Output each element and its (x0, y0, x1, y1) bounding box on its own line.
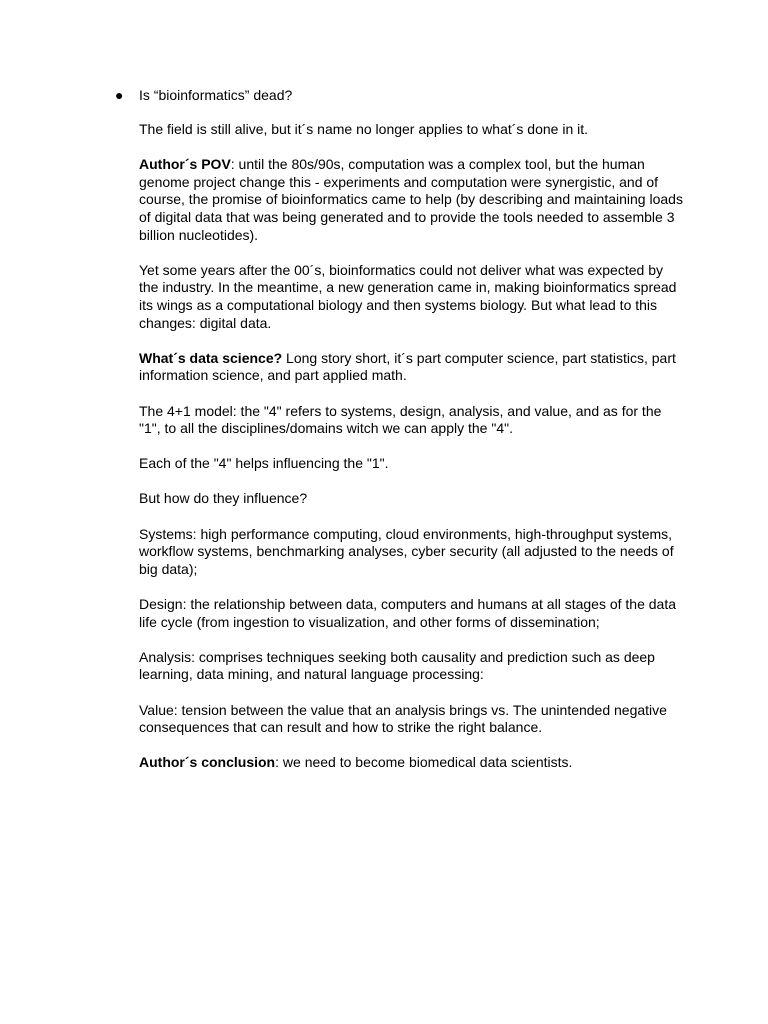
paragraph-data-science (139, 350, 684, 385)
paragraph-authors-conclusion (139, 754, 684, 772)
paragraph-authors-pov (139, 156, 684, 244)
data-science-text: Long story short, it´s part computer science, part statistics, part information science, and part applied math. (139, 349, 676, 384)
paragraph-systems: Systems: high performance computing, cloud environments, high-throughput systems, workflow systems, benchmarking analyses, cyber security (all adjusted to the needs of big data); (139, 525, 674, 577)
paragraph-value: Value: tension between the value that an analysis brings vs. The unintended negative consequences that can result and how to strike the right balance. (139, 701, 667, 736)
paragraph-4plus1-model: The 4+1 model: the "4" refers to systems, design, analysis, and value, and as for the "1", to all the disciplines/domains witch we can apply the "4". (139, 402, 662, 437)
question-text: Is “bioinformatics” dead? (139, 87, 293, 103)
bullet-question (115, 86, 292, 104)
body-text (139, 121, 684, 790)
authors-pov-text: : until the 80s/90s, computation was a complex tool, but the human genome project change this - experiments and computation were synergistic, and of course, the promise of bioinformatics came to help (by describing and maintaining loads of digital data that was being generated and to provide the tools needed to assemble 3 billion nucleotides). (139, 156, 683, 243)
paragraph-each-of-4: Each of the "4" helps influencing the "1". (139, 455, 389, 472)
data-science-label: What´s data science? (139, 349, 283, 366)
authors-conclusion-text: : we need to become biomedical data scientists. (275, 754, 573, 771)
paragraph-design: Design: the relationship between data, computers and humans at all stages of the data life cycle (from ingestion to visualization, and other forms of dissemination; (139, 596, 677, 630)
bullet-dot-icon: ● (115, 87, 124, 103)
authors-conclusion-label: Author´s conclusion (139, 754, 276, 771)
paragraph-field-status: The field is still alive, but it´s name no longer applies to what´s done in it. (139, 121, 589, 137)
paragraph-after-00s: Yet some years after the 00´s, bioinformatics could not deliver what was expected by the industry. In the meantime, a new generation came in, making bioinformatics spread its wings as a computational biology and then systems biology. But what lead to this changes: digital data. (139, 261, 677, 331)
authors-pov-label: Author´s POV (139, 156, 231, 173)
paragraph-how-influence: But how do they influence? (139, 490, 308, 507)
paragraph-analysis: Analysis: comprises techniques seeking both causality and prediction such as deep learning, data mining, and natural language processing: (139, 648, 655, 683)
